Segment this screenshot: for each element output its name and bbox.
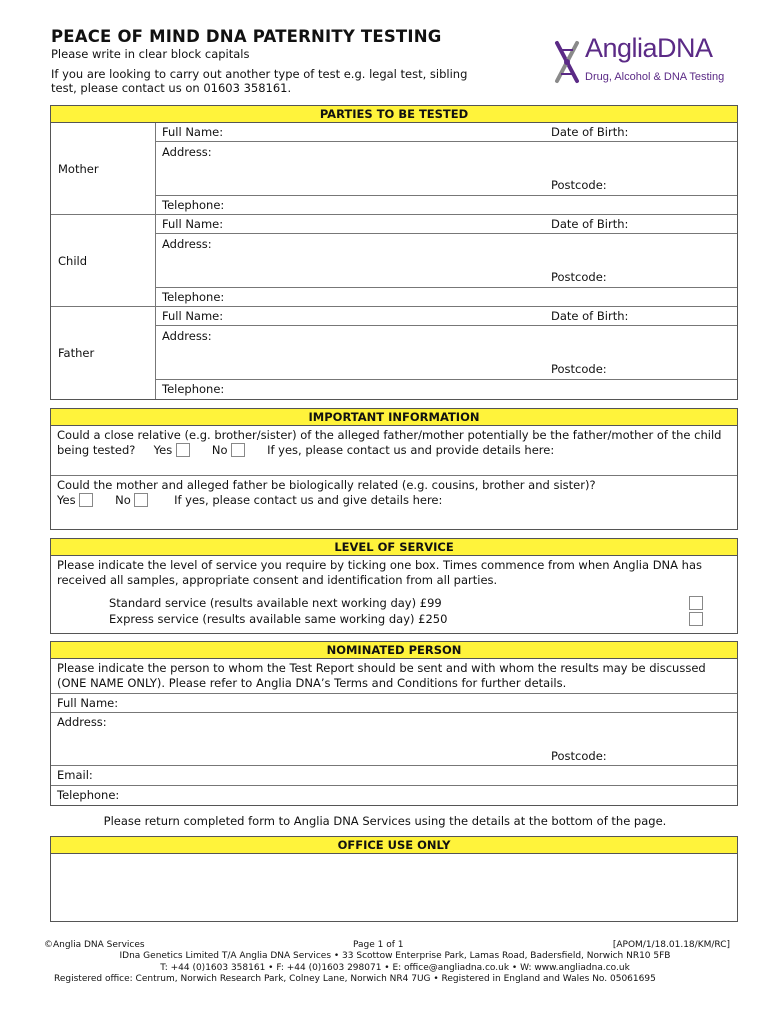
express-service-label: Express service (results available same working day) £250 — [109, 612, 448, 626]
office-heading: OFFICE USE ONLY — [51, 837, 737, 854]
party-child — [51, 215, 737, 307]
yes-label: Yes — [57, 493, 76, 507]
page-subtitle: Please write in clear block capitals — [51, 47, 250, 61]
full-name-label: Full Name: — [57, 696, 119, 710]
express-service-checkbox[interactable] — [689, 612, 703, 626]
dob-label: Date of Birth: — [551, 309, 629, 323]
yes-checkbox[interactable] — [176, 443, 190, 457]
parties-section — [50, 105, 738, 400]
dob-label: Date of Birth: — [551, 125, 629, 139]
nominated-telephone-field[interactable] — [51, 786, 737, 805]
postcode-label: Postcode: — [551, 178, 607, 192]
question-close-relative — [51, 426, 737, 476]
full-name-label: Full Name: — [162, 309, 224, 323]
party-mother — [51, 123, 737, 215]
logo — [553, 35, 743, 87]
return-instructions: Please return completed form to Anglia DNA Services using the details at the bottom of the page. — [103, 814, 667, 828]
question-biologically-related — [51, 476, 737, 510]
telephone-label: Telephone: — [162, 290, 225, 304]
father-address-field[interactable] — [156, 326, 737, 380]
important-heading: IMPORTANT INFORMATION — [51, 409, 737, 426]
contact-details: T: +44 (0)1603 358161 • F: +44 (0)1603 298071 • E: office@angliadna.co.uk • W: www.angliadna.co.uk — [160, 962, 630, 973]
express-service-option[interactable] — [109, 612, 699, 626]
yes-checkbox[interactable] — [79, 493, 93, 507]
father-name-field[interactable] — [156, 307, 737, 326]
mother-address-field[interactable] — [156, 142, 737, 196]
followup-text: If yes, please contact us and provide details here: — [267, 443, 555, 457]
no-label: No — [211, 443, 228, 457]
question-text: Could a close relative (e.g. brother/sister) of the alleged father/mother potentially be the father/mother of the child being tested? — [57, 428, 722, 457]
nominated-address-field[interactable] — [51, 713, 737, 766]
nominated-section — [50, 641, 738, 806]
child-name-field[interactable] — [156, 215, 737, 234]
standard-service-option[interactable] — [109, 596, 699, 610]
party-father — [51, 307, 737, 399]
mother-name-field[interactable] — [156, 123, 737, 142]
party-role-label: Mother — [51, 123, 156, 214]
child-telephone-field[interactable] — [156, 288, 737, 307]
party-role-label: Child — [51, 215, 156, 306]
intro-text: If you are looking to carry out another type of test e.g. legal test, sibling test, please contact us on 01603 358161. — [51, 67, 468, 95]
nominated-name-field[interactable] — [51, 694, 737, 713]
postcode-label: Postcode: — [551, 749, 607, 763]
registered-office: Registered office: Centrum, Norwich Research Park, Colney Lane, Norwich NR4 7UG • Registered in England and Wales No. 05061695 — [54, 974, 656, 984]
address-label: Address: — [162, 329, 212, 343]
logo-tagline: Drug, Alcohol & DNA Testing — [585, 71, 725, 83]
service-instructions: Please indicate the level of service you require by ticking one box. Times commence from when Anglia DNA has received all samples, appropriate consent and identification from all parties. — [57, 558, 703, 587]
no-label: No — [115, 493, 131, 507]
full-name-label: Full Name: — [162, 125, 224, 139]
page-title: PEACE OF MIND DNA PATERNITY TESTING — [51, 27, 442, 46]
father-telephone-field[interactable] — [156, 380, 737, 399]
dob-label: Date of Birth: — [551, 217, 629, 231]
standard-service-checkbox[interactable] — [689, 596, 703, 610]
address-label: Address: — [162, 145, 212, 159]
service-heading: LEVEL OF SERVICE — [51, 539, 737, 556]
no-checkbox[interactable] — [231, 443, 245, 457]
page-number: Page 1 of 1 — [353, 940, 404, 950]
copyright: ©Anglia DNA Services — [44, 940, 145, 950]
telephone-label: Telephone: — [162, 198, 225, 212]
nominated-email-field[interactable] — [51, 766, 737, 786]
full-name-label: Full Name: — [162, 217, 224, 231]
company-address: IDna Genetics Limited T/A Anglia DNA Services • 33 Scottow Enterprise Park, Lamas Road, Badersfield, Norwich NR10 5FB — [119, 951, 671, 961]
address-label: Address: — [162, 237, 212, 251]
email-label: Email: — [57, 768, 93, 782]
telephone-label: Telephone: — [57, 788, 120, 802]
dna-helix-icon — [553, 39, 583, 85]
document-reference: [APOM/1/18.01.18/KM/RC] — [612, 940, 730, 950]
no-checkbox[interactable] — [134, 493, 148, 507]
postcode-label: Postcode: — [551, 362, 607, 376]
child-address-field[interactable] — [156, 234, 737, 288]
address-label: Address: — [57, 715, 107, 729]
question-text: Could the mother and alleged father be biologically related (e.g. cousins, brother and sister)? — [57, 478, 596, 492]
logo-name: AngliaDNA — [585, 33, 713, 63]
postcode-label: Postcode: — [551, 270, 607, 284]
party-role-label: Father — [51, 307, 156, 399]
office-use-area — [51, 854, 737, 921]
yes-label: Yes — [153, 443, 173, 457]
service-section — [50, 538, 738, 634]
mother-telephone-field[interactable] — [156, 196, 737, 215]
parties-heading: PARTIES TO BE TESTED — [51, 106, 737, 123]
telephone-label: Telephone: — [162, 382, 225, 396]
followup-text: If yes, please contact us and give details here: — [174, 493, 443, 507]
office-section — [50, 836, 738, 922]
nominated-instructions: Please indicate the person to whom the Test Report should be sent and with whom the results may be discussed (ONE NAME ONLY). Please refer to Anglia DNA’s Terms and Conditions for further details. — [51, 659, 737, 694]
important-section — [50, 408, 738, 530]
nominated-heading: NOMINATED PERSON — [51, 642, 737, 659]
standard-service-label: Standard service (results available next working day) £99 — [109, 596, 442, 610]
